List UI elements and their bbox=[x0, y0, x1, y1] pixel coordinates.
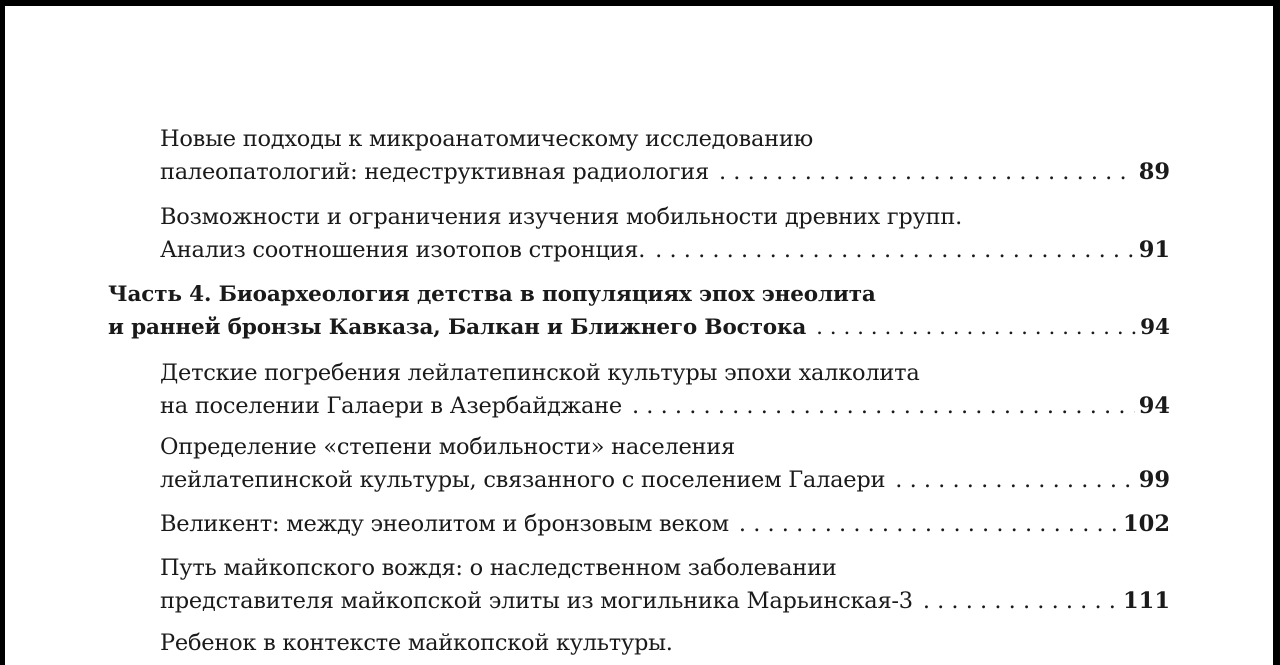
toc-entry-title-line: лейлатепинской культуры, связанного с поселением Галаери bbox=[160, 467, 886, 493]
toc-entry bbox=[160, 552, 1170, 618]
toc-page-number: 111 bbox=[1123, 588, 1170, 614]
toc-entry bbox=[160, 627, 1170, 660]
dot-leader bbox=[655, 234, 1135, 267]
toc-entry-title-line: представителя майкопской элиты из могильника Марьинская-3 bbox=[160, 588, 913, 614]
toc-page-number: 99 bbox=[1138, 467, 1170, 493]
toc-entry-title-line: на поселении Галаери в Азербайджане bbox=[160, 393, 622, 419]
toc-entry-title-line: Великент: между энеолитом и бронзовым веком bbox=[160, 511, 729, 537]
toc-entry-title-line: палеопатологий: недеструктивная радиология bbox=[160, 159, 709, 185]
dot-leader bbox=[719, 156, 1135, 189]
dot-leader bbox=[632, 390, 1135, 423]
dot-leader bbox=[739, 508, 1119, 541]
toc-entry bbox=[160, 123, 1170, 189]
toc-page-number: 89 bbox=[1138, 159, 1170, 185]
toc-page-number: 94 bbox=[1138, 393, 1170, 419]
toc-part-title-line: Часть 4. Биоархеология детства в популяциях эпох энеолита bbox=[108, 282, 876, 307]
toc-entry bbox=[160, 508, 1170, 541]
toc-entry bbox=[160, 431, 1170, 497]
toc-entry bbox=[160, 357, 1170, 423]
toc-page-number: 94 bbox=[1140, 315, 1170, 340]
dot-leader bbox=[923, 585, 1119, 618]
dot-leader bbox=[895, 464, 1134, 497]
toc-entry-title-line: Ребенок в контексте майкопской культуры. bbox=[160, 630, 673, 656]
table-of-contents bbox=[5, 6, 1273, 665]
document-page bbox=[5, 6, 1273, 665]
toc-entry bbox=[160, 201, 1170, 267]
toc-page-number: 91 bbox=[1138, 237, 1170, 263]
toc-entry-title-line: Новые подходы к микроанатомическому исследованию bbox=[160, 126, 813, 152]
dot-leader bbox=[816, 311, 1136, 344]
toc-entry-title-line: Анализ соотношения изотопов стронция. bbox=[160, 237, 646, 263]
toc-page-number: 102 bbox=[1123, 511, 1170, 537]
toc-entry-title-line: Возможности и ограничения изучения мобильности древних групп. bbox=[160, 204, 962, 230]
toc-entry-title-line: Детские погребения лейлатепинской культуры эпохи халколита bbox=[160, 360, 920, 386]
toc-entry-title-line: Путь майкопского вождя: о наследственном заболевании bbox=[160, 555, 837, 581]
toc-part-heading bbox=[108, 278, 1170, 344]
toc-entry-title-line: Определение «степени мобильности» населения bbox=[160, 434, 735, 460]
toc-part-title-line: и ранней бронзы Кавказа, Балкан и Ближнего Востока bbox=[108, 315, 807, 340]
